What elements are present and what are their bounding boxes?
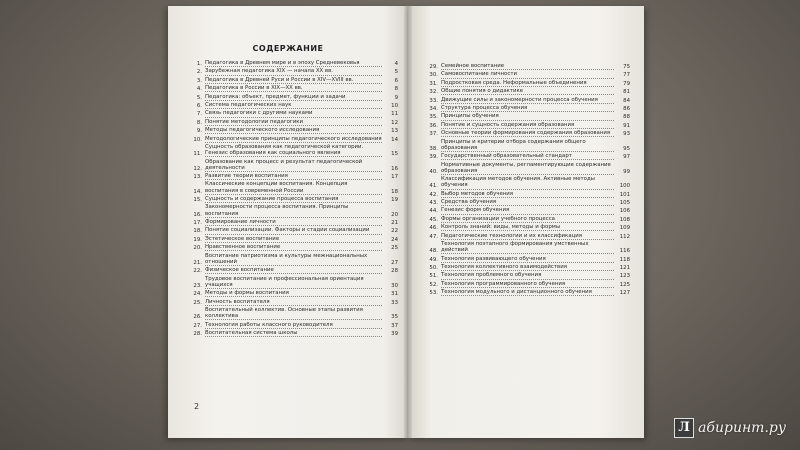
toc-entry	[424, 281, 630, 288]
toc-entry-page: 91	[623, 122, 630, 129]
toc-entry	[188, 253, 398, 266]
toc-entry-page: 84	[623, 97, 630, 104]
open-book	[168, 6, 644, 438]
toc-entry-page: 116	[619, 248, 630, 255]
toc-entry	[188, 267, 398, 274]
toc-entry-title: Общие понятия о дидактике	[441, 88, 614, 95]
toc-entry-title: Технология проблемного обучения	[441, 272, 614, 279]
toc-entry	[424, 207, 630, 214]
toc-entry	[424, 199, 630, 206]
toc-entry-page: 79	[623, 80, 630, 87]
toc-entry-page: 39	[391, 330, 398, 337]
toc-entry-page: 21	[391, 220, 398, 227]
toc-entry-number: 28.	[193, 330, 202, 337]
toc-entry-page: 12	[391, 119, 398, 126]
toc-entry-page: 33	[391, 299, 398, 306]
toc-entry	[424, 241, 630, 254]
toc-entry-number: 32.	[429, 89, 438, 96]
toc-entry-title: Технология программированного обучения	[441, 281, 614, 288]
toc-entry	[188, 77, 398, 84]
toc-entry-number: 18.	[193, 228, 202, 235]
toc-entry-page: 30	[391, 282, 398, 289]
toc-entry-page: 93	[623, 131, 630, 138]
toc-entry-number: 2.	[196, 69, 202, 76]
page-title: СОДЕРЖАНИЕ	[252, 44, 324, 53]
toc-entry-page: 108	[619, 216, 630, 223]
toc-entry-title: Образование как процесс и результат педагогической деятельности	[205, 159, 382, 172]
toc-entry-number: 22.	[193, 268, 202, 275]
toc-entry	[424, 256, 630, 263]
toc-entry-page: 11	[391, 111, 398, 118]
toc-entry	[188, 181, 398, 194]
toc-entry-number: 34.	[429, 105, 438, 112]
toc-entry-title: Методы педагогического исследования	[205, 127, 382, 134]
toc-right-column	[424, 63, 630, 298]
toc-entry-title: Понятие методологии педагогики	[205, 119, 382, 126]
toc-entry-number: 17.	[193, 220, 202, 227]
toc-entry	[188, 244, 398, 251]
toc-entry-number: 41.	[429, 183, 438, 190]
toc-entry-page: 95	[623, 145, 630, 152]
toc-entry	[188, 68, 398, 75]
toc-entry-number: 46.	[429, 225, 438, 232]
toc-left-column	[188, 60, 398, 338]
toc-entry	[424, 113, 630, 120]
toc-entry-title: Трудовое воспитание и профессиональная ориентация учащихся	[205, 276, 382, 289]
toc-entry-title: Формы организации учебного процесса	[441, 216, 614, 223]
toc-entry-title: Нормативные документы, регламентирующие содержание образования	[441, 162, 614, 175]
toc-entry-page: 9	[394, 94, 398, 101]
toc-entry-number: 43.	[429, 200, 438, 207]
toc-entry-number: 25.	[193, 299, 202, 306]
toc-entry	[424, 233, 630, 240]
toc-entry-number: 8.	[196, 119, 202, 126]
toc-entry	[188, 102, 398, 109]
toc-entry-number: 16.	[193, 211, 202, 218]
toc-entry	[424, 176, 630, 189]
toc-entry-number: 33.	[429, 97, 438, 104]
toc-entry-number: 51.	[429, 273, 438, 280]
toc-entry-number: 9.	[196, 128, 202, 135]
toc-entry	[424, 97, 630, 104]
toc-entry-number: 3.	[196, 77, 202, 84]
toc-entry-page: 31	[391, 291, 398, 298]
toc-entry	[188, 299, 398, 306]
toc-entry-title: Педагогика в Древней Руси и России в XIV—XVIII вв.	[205, 77, 382, 84]
toc-entry-page: 28	[391, 268, 398, 275]
toc-entry-title: Система педагогических наук	[205, 102, 382, 109]
toc-entry-page: 4	[394, 61, 398, 67]
toc-entry-number: 23.	[193, 282, 202, 289]
toc-entry-title: Понятие и сущность содержания образования	[441, 122, 614, 129]
toc-entry-page: 25	[391, 245, 398, 252]
toc-entry	[188, 236, 398, 243]
toc-entry-number: 20.	[193, 245, 202, 252]
toc-entry	[424, 63, 630, 70]
toc-entry-number: 14.	[193, 188, 202, 195]
toc-entry-title: Средства обучения	[441, 199, 614, 206]
toc-entry-number: 12.	[193, 165, 202, 172]
toc-entry-number: 6.	[196, 102, 202, 109]
toc-entry-page: 105	[619, 200, 630, 207]
toc-entry-number: 53.	[429, 290, 438, 297]
toc-entry	[424, 122, 630, 129]
toc-entry-number: 49.	[429, 256, 438, 263]
toc-entry-title: Педагогика в России в XIX—XX вв.	[205, 85, 382, 92]
toc-entry	[188, 290, 398, 297]
toc-entry-page: 16	[391, 165, 398, 172]
toc-entry	[424, 71, 630, 78]
toc-entry	[424, 191, 630, 198]
toc-entry	[188, 219, 398, 226]
toc-entry-page: 99	[623, 168, 630, 175]
toc-entry-number: 35.	[429, 114, 438, 121]
toc-entry	[424, 264, 630, 271]
toc-entry	[424, 139, 630, 152]
toc-entry-page: 13	[391, 128, 398, 135]
toc-entry-title: Принципы и критерии отбора содержания общего образования	[441, 139, 614, 152]
book-gutter	[404, 6, 412, 438]
toc-entry-page: 75	[623, 64, 630, 70]
toc-entry-number: 44.	[429, 208, 438, 215]
toc-entry	[188, 60, 398, 67]
toc-entry	[188, 330, 398, 337]
toc-entry	[188, 173, 398, 180]
toc-entry-number: 42.	[429, 191, 438, 198]
toc-entry-page: 10	[391, 102, 398, 109]
toc-entry	[424, 80, 630, 87]
toc-entry-title: Технология поэтапного формирования умственных действий	[441, 241, 614, 254]
toc-entry-title: Технология коллективного взаимодействия	[441, 264, 614, 271]
toc-entry-page: 19	[391, 197, 398, 204]
toc-entry-page: 112	[619, 233, 630, 240]
page-number: 2	[194, 402, 200, 411]
toc-entry-page: 15	[391, 151, 398, 158]
toc-entry-page: 88	[623, 114, 630, 121]
toc-entry-page: 121	[619, 265, 630, 272]
toc-entry-page: 123	[619, 273, 630, 280]
toc-entry-title: Генезис форм обучения	[441, 207, 614, 214]
toc-entry-title: Методологические принципы педагогического исследования	[205, 135, 382, 142]
toc-entry-number: 45.	[429, 216, 438, 223]
toc-entry-title: Сущность образования как педагогической категории. Генезис образования как социального явления	[205, 144, 382, 157]
toc-entry-page: 125	[619, 281, 630, 288]
toc-entry	[424, 224, 630, 231]
toc-entry-page: 24	[391, 236, 398, 243]
toc-entry	[424, 289, 630, 296]
toc-entry	[424, 130, 630, 137]
toc-entry	[424, 162, 630, 175]
toc-entry-number: 47.	[429, 233, 438, 240]
toc-entry-number: 50.	[429, 265, 438, 272]
toc-entry-title: Закономерности процесса воспитания. Принципы воспитания	[205, 204, 382, 217]
toc-entry-page: 109	[619, 225, 630, 232]
toc-entry	[188, 110, 398, 117]
toc-entry-number: 48.	[429, 248, 438, 255]
toc-entry-number: 39.	[429, 154, 438, 161]
toc-entry-title: Нравственное воспитание	[205, 244, 382, 251]
toc-entry-title: Движущие силы и закономерности процесса обучения	[441, 97, 614, 104]
toc-entry-title: Основные теории формирования содержания образования	[441, 130, 614, 137]
toc-entry-page: 35	[391, 314, 398, 321]
toc-entry-number: 24.	[193, 291, 202, 298]
toc-entry-page: 127	[619, 290, 630, 297]
toc-entry-title: Развитие теории воспитания	[205, 173, 382, 180]
toc-entry-number: 29.	[429, 64, 438, 70]
toc-entry-page: 17	[391, 174, 398, 181]
toc-entry-title: Классификация методов обучения. Активные методы обучения	[441, 176, 614, 189]
toc-entry-page: 5	[394, 69, 398, 76]
toc-entry	[188, 144, 398, 157]
toc-entry-title: Личность воспитателя	[205, 299, 382, 306]
toc-entry	[188, 85, 398, 92]
toc-entry-title: Подростковая среда. Неформальные объединения	[441, 80, 614, 87]
toc-entry-title: Технология развивающего обучения	[441, 256, 614, 263]
toc-entry-number: 1.	[196, 61, 202, 67]
toc-entry-page: 101	[619, 191, 630, 198]
toc-entry	[188, 94, 398, 101]
toc-entry-title: Семейное воспитание	[441, 63, 614, 70]
toc-entry-title: Педагогика: объект, предмет, функции и задачи	[205, 94, 382, 101]
toc-entry-page: 14	[391, 136, 398, 143]
toc-entry	[188, 127, 398, 134]
toc-entry-number: 27.	[193, 322, 202, 329]
toc-entry	[424, 153, 630, 160]
toc-entry-title: Формирование личности	[205, 219, 382, 226]
watermark-text: абиринт.ру	[698, 420, 786, 436]
toc-entry-title: Воспитательный коллектив. Основные этапы развития коллектива	[205, 307, 382, 320]
toc-entry	[188, 227, 398, 234]
toc-entry-number: 11.	[193, 151, 202, 158]
toc-entry-title: Педагогические технологии и их классификация	[441, 233, 614, 240]
toc-entry-number: 26.	[193, 314, 202, 321]
labirint-logo: Л	[674, 418, 694, 438]
toc-entry-number: 31.	[429, 80, 438, 87]
toc-entry-title: Педагогика в Древнем мире и в эпоху Средневековья	[205, 60, 382, 67]
toc-entry-title: Выбор методов обучения	[441, 191, 614, 198]
toc-entry-title: Контроль знаний: виды, методы и формы	[441, 224, 614, 231]
toc-entry-title: Структура процесса обучения	[441, 105, 614, 112]
toc-entry-number: 38.	[429, 145, 438, 152]
toc-entry-page: 8	[394, 86, 398, 93]
toc-entry-title: Самовоспитание личности	[441, 71, 614, 78]
toc-entry-title: Сущность и содержание процесса воспитания	[205, 196, 382, 203]
toc-entry-number: 36.	[429, 122, 438, 129]
toc-entry-page: 81	[623, 89, 630, 96]
toc-entry-title: Физическое воспитание	[205, 267, 382, 274]
toc-entry	[424, 105, 630, 112]
toc-entry-number: 10.	[193, 136, 202, 143]
toc-entry-title: Технология работы классного руководителя	[205, 322, 382, 329]
watermark	[674, 418, 786, 438]
toc-entry	[188, 119, 398, 126]
toc-entry-number: 19.	[193, 236, 202, 243]
toc-entry	[424, 272, 630, 279]
toc-entry-number: 4.	[196, 86, 202, 93]
toc-entry	[424, 216, 630, 223]
toc-entry-number: 30.	[429, 72, 438, 79]
toc-entry-title: Эстетическое воспитание	[205, 236, 382, 243]
toc-entry-title: Зарубежная педагогика XIX — начала XX вв.	[205, 68, 382, 75]
toc-entry-page: 118	[619, 256, 630, 263]
toc-entry-page: 77	[623, 72, 630, 79]
toc-entry-title: Государственный образовательный стандарт	[441, 153, 614, 160]
toc-entry-title: Связь педагогики с другими науками	[205, 110, 382, 117]
toc-entry-page: 20	[391, 211, 398, 218]
toc-entry-number: 40.	[429, 168, 438, 175]
toc-entry-title: Методы и формы воспитания	[205, 290, 382, 297]
toc-entry-title: Принципы обучения	[441, 113, 614, 120]
toc-entry-number: 52.	[429, 281, 438, 288]
toc-entry	[188, 322, 398, 329]
toc-entry	[188, 307, 398, 320]
toc-entry-title: Классические концепции воспитания. Концепция воспитания в современной России	[205, 181, 382, 194]
toc-entry	[188, 276, 398, 289]
toc-entry-page: 97	[623, 154, 630, 161]
toc-entry-page: 37	[391, 322, 398, 329]
toc-entry	[188, 136, 398, 143]
toc-entry	[188, 159, 398, 172]
toc-entry-page: 86	[623, 105, 630, 112]
toc-entry-number: 37.	[429, 131, 438, 138]
toc-entry	[424, 88, 630, 95]
toc-entry-title: Воспитательная система школы	[205, 330, 382, 337]
toc-entry	[188, 204, 398, 217]
toc-entry-number: 13.	[193, 174, 202, 181]
toc-entry-page: 6	[394, 77, 398, 84]
toc-entry-title: Технология модульного и дистанционного обучения	[441, 289, 614, 296]
toc-entry-number: 7.	[196, 111, 202, 118]
toc-entry-number: 5.	[196, 94, 202, 101]
toc-entry-title: Воспитание патриотизма и культуры межнациональных отношений	[205, 253, 382, 266]
toc-entry-page: 27	[391, 259, 398, 266]
toc-entry-number: 15.	[193, 197, 202, 204]
toc-entry-title: Понятие социализации. Факторы и стадии социализации	[205, 227, 382, 234]
toc-entry	[188, 196, 398, 203]
toc-entry-page: 22	[391, 228, 398, 235]
toc-entry-number: 21.	[193, 259, 202, 266]
toc-entry-page: 106	[619, 208, 630, 215]
toc-entry-page: 100	[619, 183, 630, 190]
toc-entry-page: 18	[391, 188, 398, 195]
